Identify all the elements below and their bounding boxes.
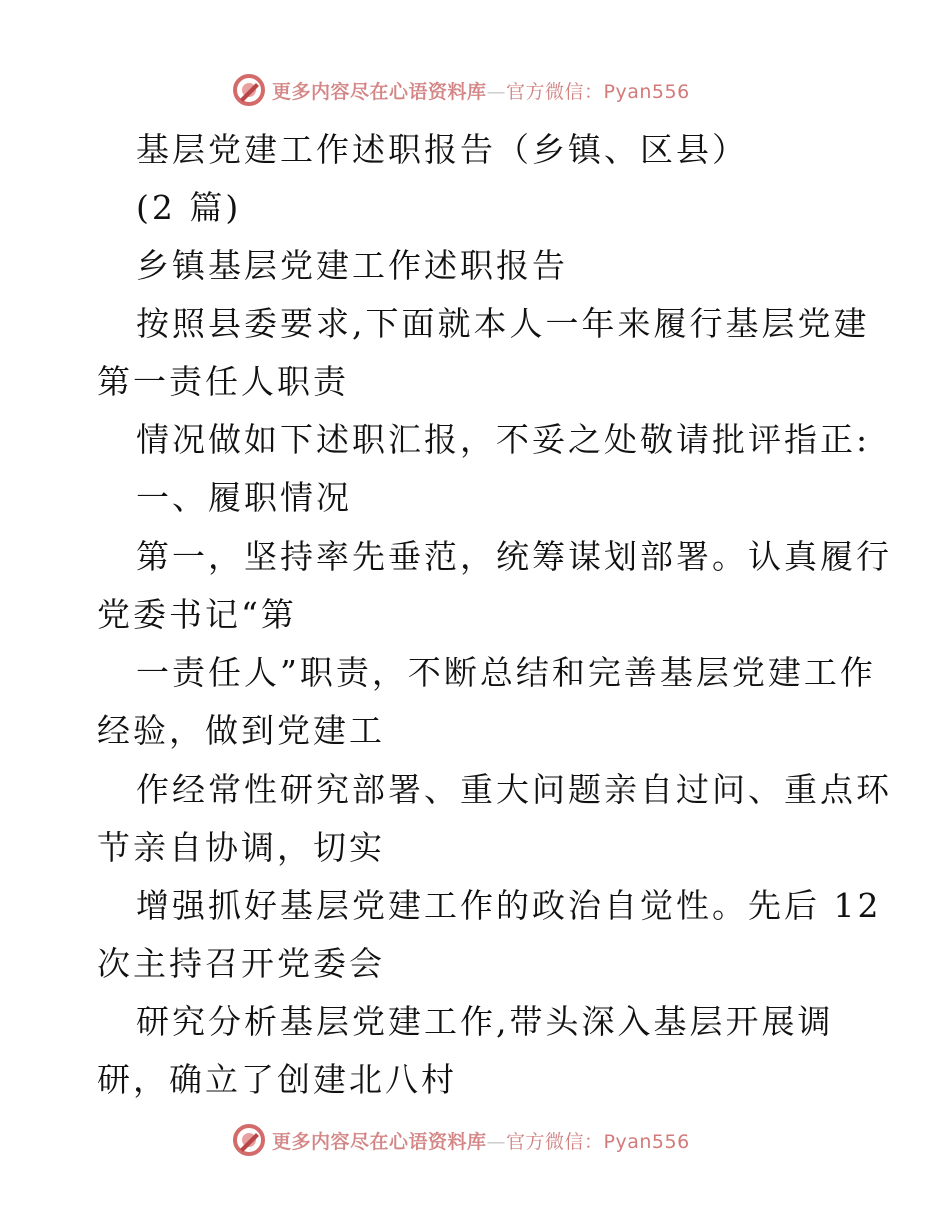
brand-logo-icon [232, 73, 266, 107]
paragraph-line: 研究分析基层党建工作,带头深入基层开展调 [136, 1002, 834, 1041]
paragraph-line: 第一责任人职责 [97, 362, 349, 401]
paragraph-line: 研，确立了创建北八村 [97, 1060, 457, 1099]
paragraph-line: 增强抓好基层党建工作的政治自觉性。先后 12 [136, 886, 882, 925]
document-title: 基层党建工作述职报告（乡镇、区县） [136, 130, 748, 169]
paragraph-line: 按照县委要求,下面就本人一年来履行基层党建 [136, 304, 870, 343]
paragraph-line: 经验，做到党建工 [97, 711, 385, 750]
paragraph-line: 次主持召开党委会 [97, 944, 385, 983]
paragraph-line: 情况做如下述职汇报，不妥之处敬请批评指正: [136, 420, 871, 459]
paragraph-line: 作经常性研究部署、重大问题亲自过问、重点环 [136, 770, 892, 809]
watermark-banner-top [232, 70, 690, 110]
watermark-text: 更多内容尽在心语资料库—官方微信：Pyan556 [272, 1130, 690, 1153]
paragraph-line: 一责任人”职责，不断总结和完善基层党建工作 [136, 653, 876, 692]
paragraph-line: 党委书记“第 [97, 595, 297, 634]
subsection-heading: 一、履职情况 [136, 478, 352, 517]
watermark-text: 更多内容尽在心语资料库—官方微信：Pyan556 [272, 80, 690, 103]
document-subtitle: (2 篇) [136, 188, 242, 227]
brand-logo-icon [232, 1123, 266, 1157]
section-heading: 乡镇基层党建工作述职报告 [136, 246, 568, 285]
paragraph-line: 第一，坚持率先垂范，统筹谋划部署。认真履行 [136, 537, 892, 576]
watermark-banner-bottom [232, 1120, 690, 1160]
paragraph-line: 节亲自协调，切实 [97, 828, 385, 867]
